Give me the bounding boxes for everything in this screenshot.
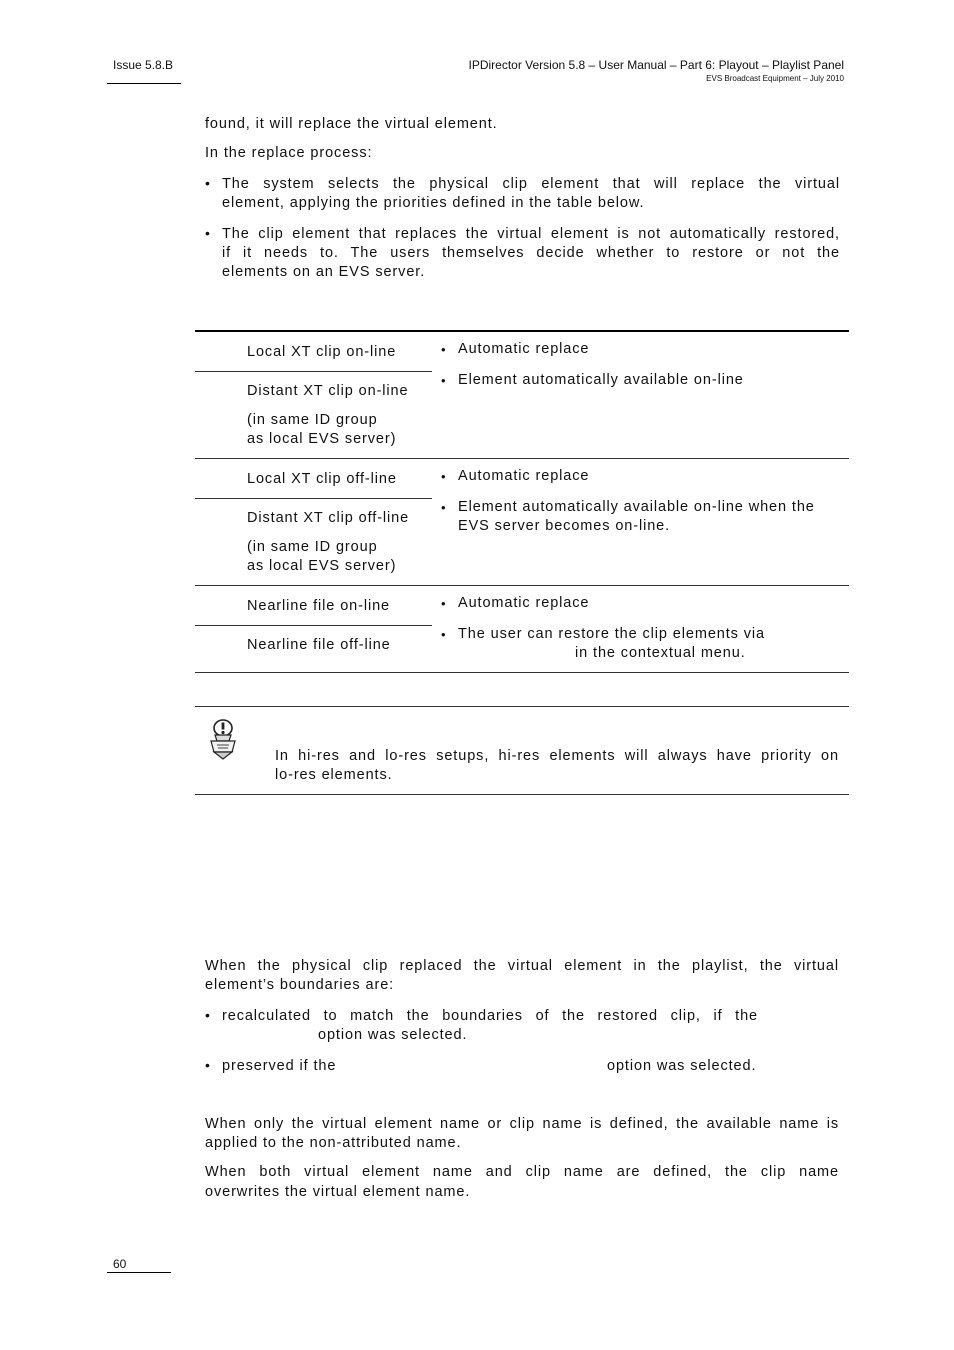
names-para-1-line-2: applied to the non-attributed name. — [205, 1135, 462, 1151]
table-row-distant-xt-offline: Distant XT clip off-line — [247, 510, 410, 526]
table-bottom-rule — [195, 672, 849, 673]
intro-bullet-2-line-1: The clip element that replaces the virtual element is not automatically restored, — [222, 226, 840, 242]
table-row-distant-xt-online-note-2: as local EVS server) — [247, 431, 397, 447]
document-title: IPDirector Version 5.8 – User Manual – Part 6: Playout – Playlist Panel — [468, 58, 844, 72]
table-result-user-restore-2: in the contextual menu. — [575, 645, 746, 661]
table-result-available-when-online-1: Element automatically available on-line when the — [458, 499, 815, 515]
note-bottom-rule — [195, 794, 849, 795]
table-row-local-xt-online: Local XT clip on-line — [247, 344, 397, 360]
boundaries-bullet-1-line-1: recalculated to match the boundaries of the restored clip, if the — [222, 1008, 758, 1024]
table-result-automatic-replace: Automatic replace — [458, 595, 590, 611]
intro-line-1: found, it will replace the virtual element. — [205, 116, 498, 132]
bullet-icon: • — [441, 342, 446, 357]
boundaries-bullet-2-part-2: option was selected. — [607, 1058, 757, 1074]
bullet-icon: • — [441, 500, 446, 515]
table-row-distant-xt-offline-note-1: (in same ID group — [247, 539, 378, 555]
note-line-2: lo-res elements. — [275, 767, 393, 783]
table-row-distant-xt-offline-note-2: as local EVS server) — [247, 558, 397, 574]
bullet-icon: • — [441, 373, 446, 388]
page-number: 60 — [113, 1257, 127, 1271]
bullet-icon: • — [205, 225, 210, 241]
table-result-user-restore-1: The user can restore the clip elements via — [458, 626, 765, 642]
boundaries-bullet-2-part-1: preserved if the — [222, 1058, 337, 1074]
boundaries-para-line-2: element’s boundaries are: — [205, 977, 395, 993]
bullet-icon: • — [441, 596, 446, 611]
footer-rule — [107, 1272, 171, 1273]
table-result-available-online: Element automatically available on-line — [458, 372, 744, 388]
header-left-rule — [107, 83, 181, 84]
table-row-divider — [195, 625, 432, 626]
table-group-divider — [195, 458, 849, 459]
table-row-distant-xt-online-note-1: (in same ID group — [247, 412, 378, 428]
intro-bullet-2-line-2: if it needs to. The users themselves decide whether to restore or not the — [222, 245, 840, 261]
boundaries-para-line-1: When the physical clip replaced the virtual element in the playlist, the virtual — [205, 958, 839, 974]
table-result-automatic-replace: Automatic replace — [458, 341, 590, 357]
boundaries-bullet-1-line-2: option was selected. — [318, 1027, 468, 1043]
table-group-divider — [195, 585, 849, 586]
table-row-divider — [195, 371, 432, 372]
bullet-icon: • — [441, 469, 446, 484]
table-row-divider — [195, 498, 432, 499]
note-line-1: In hi-res and lo-res setups, hi-res elements will always have priority on — [275, 748, 839, 764]
intro-bullet-1-line-1: The system selects the physical clip element that will replace the virtual — [222, 176, 840, 192]
bullet-icon: • — [205, 175, 210, 191]
note-icon — [205, 719, 241, 761]
names-para-1-line-1: When only the virtual element name or clip name is defined, the available name is — [205, 1116, 839, 1132]
bullet-icon: • — [441, 627, 446, 642]
intro-bullet-2-line-3: elements on an EVS server. — [222, 264, 426, 280]
names-para-2-line-1: When both virtual element name and clip name are defined, the clip name — [205, 1164, 839, 1180]
table-top-rule — [195, 330, 849, 332]
intro-bullet-1-line-2: element, applying the priorities defined in the table below. — [222, 195, 645, 211]
note-top-rule — [195, 706, 849, 707]
table-row-distant-xt-online: Distant XT clip on-line — [247, 383, 409, 399]
table-result-automatic-replace: Automatic replace — [458, 468, 590, 484]
table-row-local-xt-offline: Local XT clip off-line — [247, 471, 397, 487]
bullet-icon: • — [205, 1057, 210, 1073]
issue-label: Issue 5.8.B — [113, 58, 174, 72]
names-para-2-line-2: overwrites the virtual element name. — [205, 1184, 471, 1200]
table-row-nearline-offline: Nearline file off-line — [247, 637, 391, 653]
intro-line-2: In the replace process: — [205, 145, 373, 161]
bullet-icon: • — [205, 1007, 210, 1023]
table-row-nearline-online: Nearline file on-line — [247, 598, 391, 614]
document-subtitle: EVS Broadcast Equipment – July 2010 — [706, 74, 844, 83]
table-result-available-when-online-2: EVS server becomes on-line. — [458, 518, 671, 534]
